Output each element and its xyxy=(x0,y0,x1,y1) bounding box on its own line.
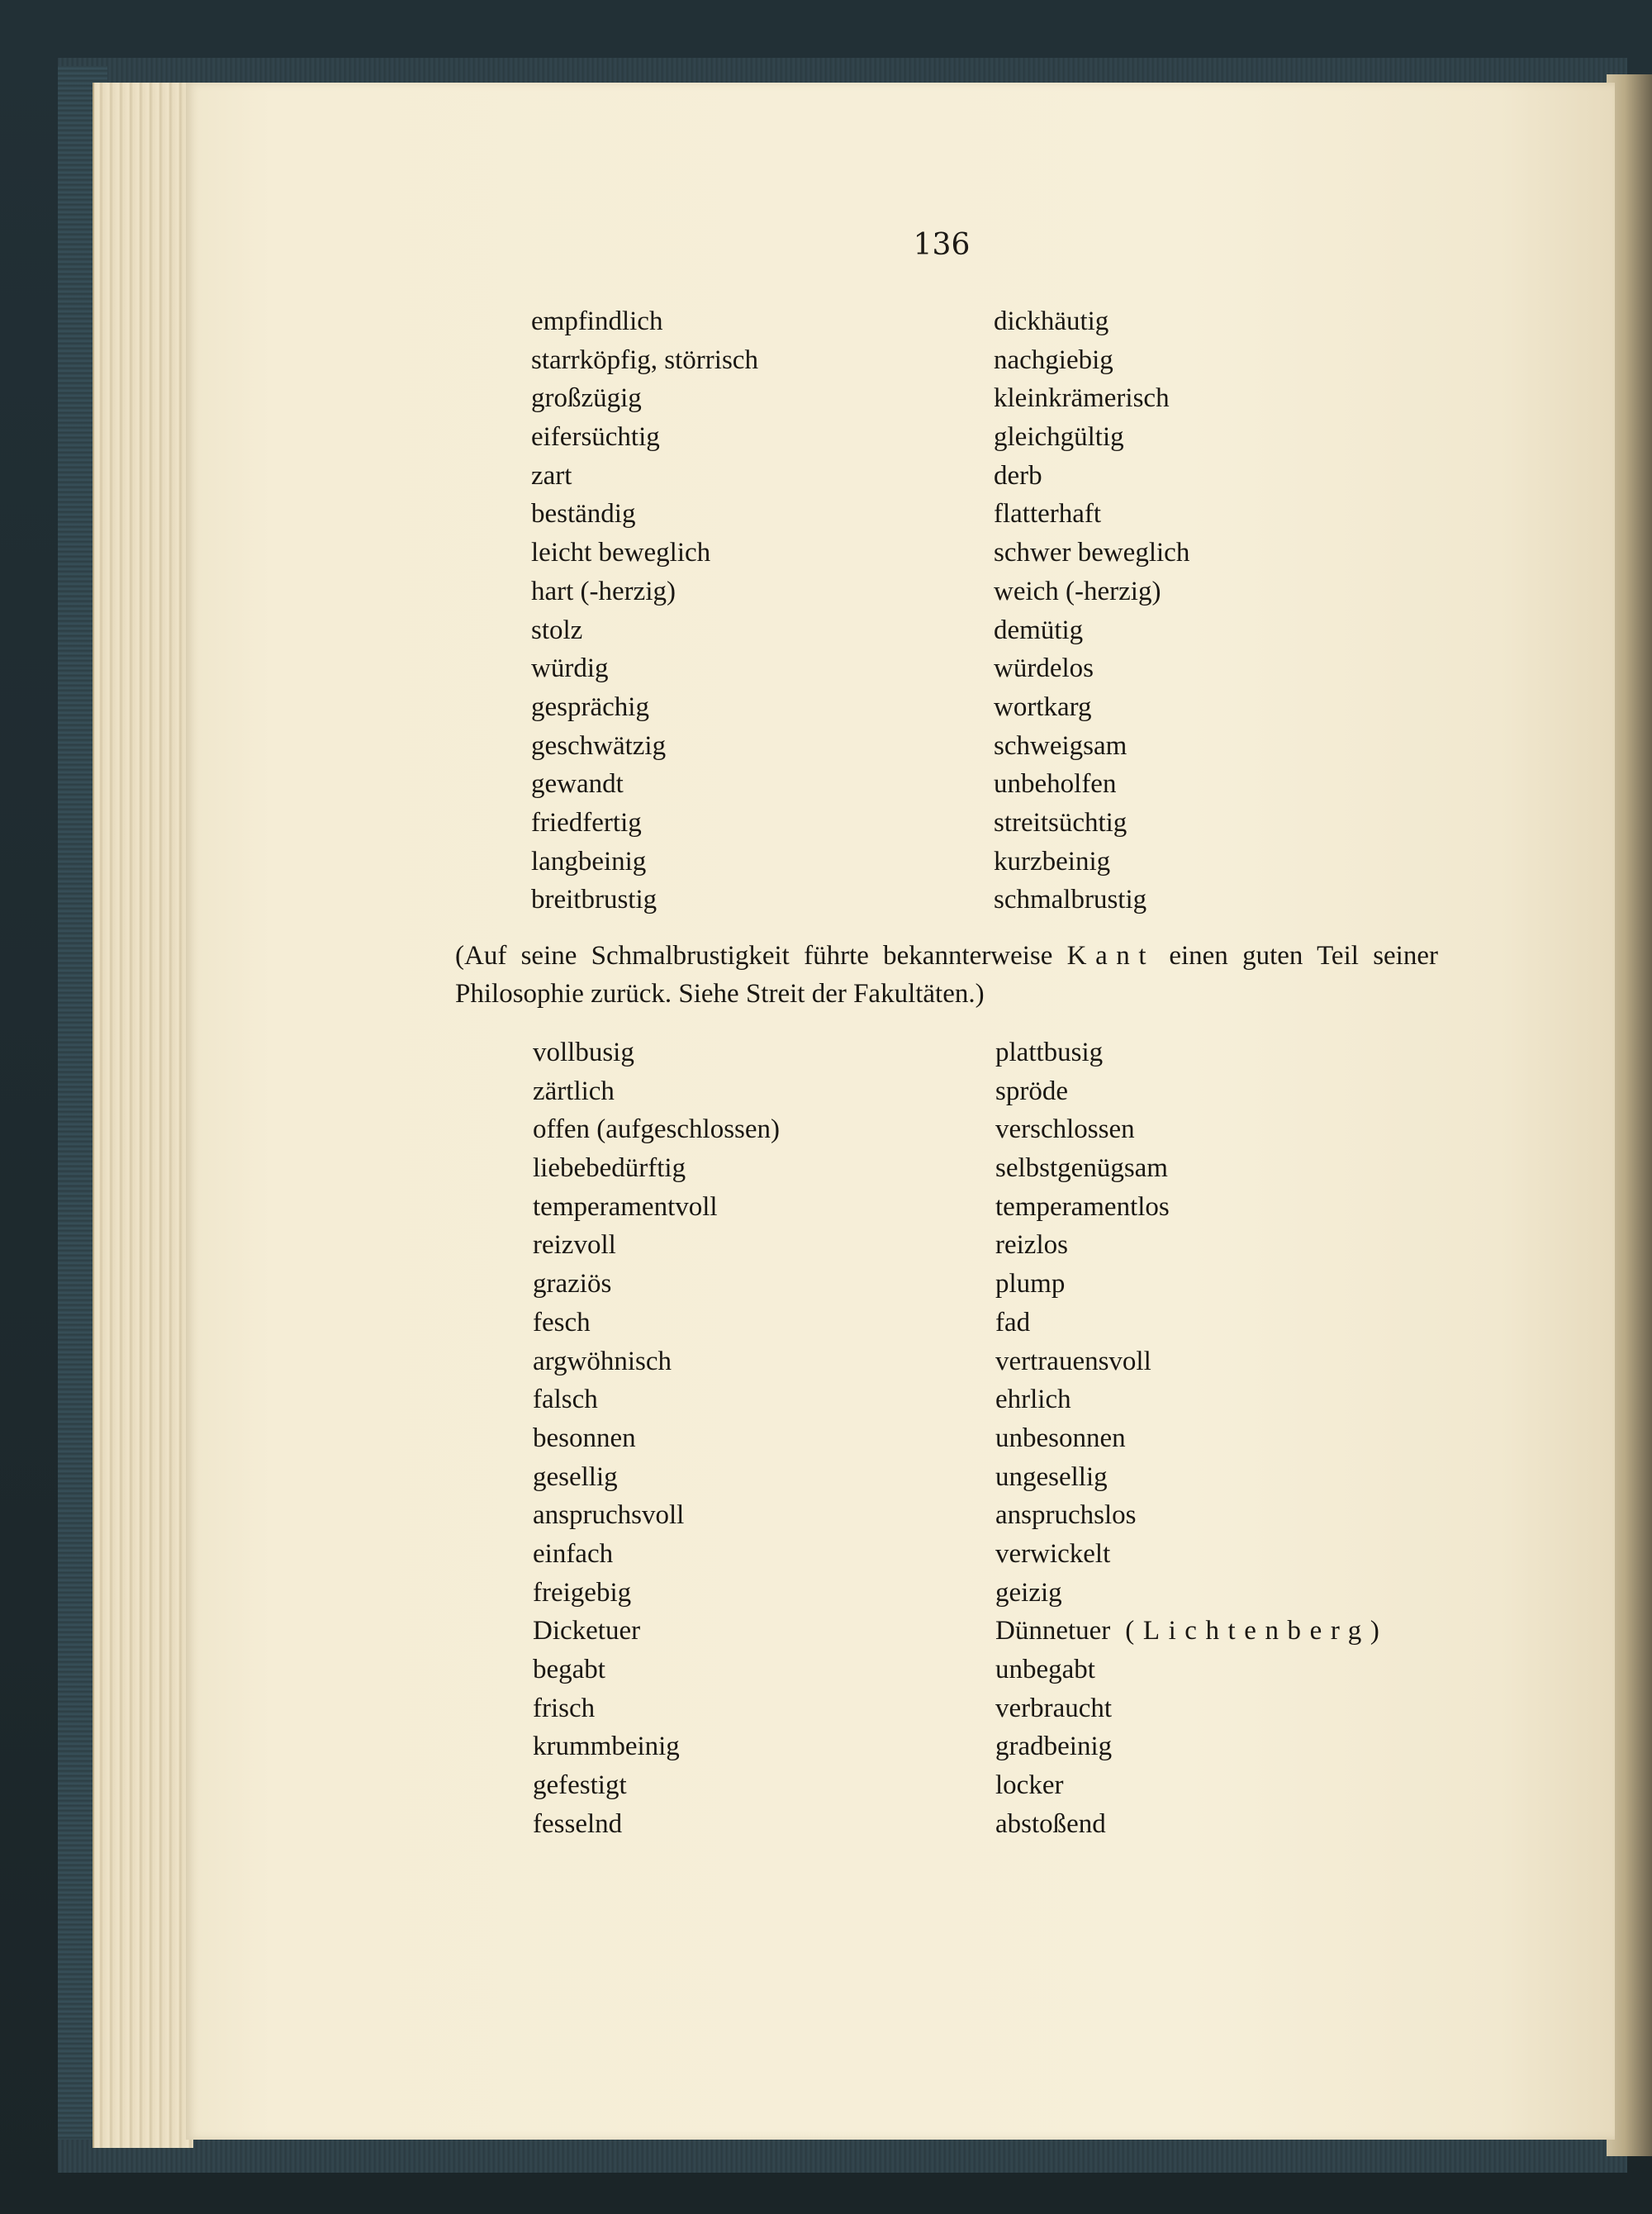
section1-right-word: kleinkrämerisch xyxy=(994,383,1170,414)
section1-right-item xyxy=(994,727,1189,766)
section1-left-item xyxy=(531,727,758,766)
section2-left-word: offen (aufgeschlossen) xyxy=(533,1114,781,1145)
section1-right-word: demütig xyxy=(994,615,1084,645)
section1-right-word: weich (-herzig) xyxy=(994,576,1161,606)
section2-right-word: anspruchslos xyxy=(995,1500,1137,1531)
section2-right-item xyxy=(995,1304,1388,1342)
section1-left-item xyxy=(531,843,758,881)
section2-left-item xyxy=(533,1342,780,1381)
section1-left-word: gesprächig xyxy=(531,691,649,722)
section2-right-item xyxy=(995,1149,1388,1188)
section1-right-item xyxy=(994,379,1189,418)
section2-right-item xyxy=(995,1072,1388,1111)
section2-left-word: falsch xyxy=(533,1385,598,1415)
section2-right-word: ehrlich xyxy=(995,1385,1071,1415)
section2-right-item xyxy=(995,1419,1388,1458)
book-page xyxy=(186,83,1615,2140)
section1-right-word: wortkarg xyxy=(994,691,1092,722)
section2-right-item xyxy=(995,1458,1388,1497)
section1-right-item xyxy=(994,495,1189,534)
section2-left-word: zärtlich xyxy=(533,1076,615,1106)
section2-left-word: freigebig xyxy=(533,1577,632,1608)
section2-left-item xyxy=(533,1072,780,1111)
section2-right-word: unbegabt xyxy=(995,1655,1095,1684)
page-number: 136 xyxy=(913,228,971,262)
section1-right-word: schweigsam xyxy=(994,730,1127,761)
section2-right-word: reizlos xyxy=(995,1230,1068,1261)
section2-left-item xyxy=(533,1766,780,1805)
section2-left-word: vollbusig xyxy=(533,1038,634,1067)
section2-right-item xyxy=(995,1535,1388,1574)
section2-left-word: frisch xyxy=(533,1693,596,1723)
section1-left-item xyxy=(531,573,758,611)
section1-left-item xyxy=(531,341,758,380)
section2-left-item xyxy=(533,1612,780,1651)
section2-left-item xyxy=(533,1110,780,1149)
note-name-kant: Kant xyxy=(1066,941,1156,971)
section2-right-word: vertrauensvoll xyxy=(995,1346,1151,1376)
section1-right-item xyxy=(994,688,1189,727)
section1-right-word: flatterhaft xyxy=(994,499,1102,530)
section2-right-word: verbraucht xyxy=(995,1693,1113,1723)
page-stack-edges xyxy=(93,83,193,2148)
section2-left-item xyxy=(533,1188,780,1227)
section1-left-word: empfindlich xyxy=(531,306,663,336)
section2-left-word: fesch xyxy=(533,1307,591,1337)
section1-right-item xyxy=(994,418,1189,457)
section2-left-word: argwöhnisch xyxy=(533,1346,672,1376)
section1-left-word: beständig xyxy=(531,499,636,530)
section1-right-word: gleichgültig xyxy=(994,422,1124,453)
section1-right-item xyxy=(994,843,1189,881)
section2-right-item xyxy=(995,1805,1388,1844)
section1-left-word: leicht beweglich xyxy=(531,538,711,568)
section2-left-word: einfach xyxy=(533,1538,614,1569)
section2-right-item xyxy=(995,1342,1388,1381)
section2-right-word: plump xyxy=(995,1269,1066,1299)
section1-left-word: friedfertig xyxy=(531,807,642,838)
section2-right-word: spröde xyxy=(995,1076,1068,1106)
section2-right-item xyxy=(995,1612,1388,1651)
section1-right-word: würdelos xyxy=(994,653,1094,684)
section1-left-word: großzügig xyxy=(531,383,642,414)
section2-left-item xyxy=(533,1304,780,1342)
section2-right-item xyxy=(995,1188,1388,1227)
section1-right-item xyxy=(994,611,1189,650)
section1-left-word: geschwätzig xyxy=(531,730,667,761)
section1-right-item xyxy=(994,573,1189,611)
section2-left-word: temperamentvoll xyxy=(533,1191,718,1222)
section2-right-word: ungesellig xyxy=(995,1461,1108,1492)
book-cover-bottom-edge xyxy=(58,2140,1627,2173)
section2-left-item xyxy=(533,1033,780,1072)
note-text-before: (Auf seine Schmalbrustigkeit führte bekannterweise xyxy=(455,941,1067,971)
section2-left-word: besonnen xyxy=(533,1423,636,1453)
section2-right-item xyxy=(995,1033,1388,1072)
section2-right-item xyxy=(995,1689,1388,1728)
section1-right-word: dickhäutig xyxy=(994,306,1109,336)
section1-left-item xyxy=(531,534,758,573)
section2-left-item xyxy=(533,1265,780,1304)
section2-left-item xyxy=(533,1651,780,1689)
section2-right-word: fad xyxy=(995,1307,1031,1337)
section1-left-item xyxy=(531,765,758,804)
section2-left-item xyxy=(533,1805,780,1844)
section1-left-word: stolz xyxy=(531,615,583,645)
section2-left-item xyxy=(533,1496,780,1535)
section2-left-item xyxy=(533,1574,780,1613)
section1-right-word: nachgiebig xyxy=(994,344,1113,375)
section2-left-word: gefestigt xyxy=(533,1770,627,1801)
section2-right-word: unbesonnen xyxy=(995,1423,1126,1453)
section2-right-word: temperamentlos xyxy=(995,1191,1170,1222)
word-list-section2-left xyxy=(533,1033,780,1843)
section2-right-word: gradbeinig xyxy=(995,1732,1113,1762)
section2-right-item xyxy=(995,1226,1388,1265)
section2-right-item xyxy=(995,1574,1388,1613)
section2-left-word: anspruchsvoll xyxy=(533,1500,685,1531)
section2-left-word: graziös xyxy=(533,1269,612,1299)
note-text-after: einen guten Teil seiner Philosophie zurück. Siehe Streit der Fakultäten.) xyxy=(455,941,1438,1009)
section1-right-item xyxy=(994,804,1189,843)
section1-right-word: derb xyxy=(994,460,1042,491)
section2-left-word: krummbeinig xyxy=(533,1732,680,1762)
section2-right-word: locker xyxy=(995,1770,1064,1801)
section1-left-item xyxy=(531,804,758,843)
section1-left-item xyxy=(531,881,758,919)
section2-left-item xyxy=(533,1380,780,1419)
section2-right-word: abstoßend xyxy=(995,1808,1106,1839)
section1-right-item xyxy=(994,765,1189,804)
attribution-lichtenberg: (Lichtenberg) xyxy=(1125,1616,1389,1646)
section1-right-item xyxy=(994,302,1189,341)
section1-left-word: breitbrustig xyxy=(531,885,657,915)
section1-left-item xyxy=(531,302,758,341)
section1-left-item xyxy=(531,379,758,418)
section2-left-word: Dicketuer xyxy=(533,1616,641,1646)
section1-left-word: starrköpfig, störrisch xyxy=(531,344,758,375)
section2-left-word: gesellig xyxy=(533,1461,618,1492)
section1-left-word: langbeinig xyxy=(531,846,647,877)
section1-right-item xyxy=(994,881,1189,919)
section1-left-word: hart (-herzig) xyxy=(531,576,676,606)
word-list-section1-right xyxy=(994,302,1189,919)
section2-left-word: liebebedürftig xyxy=(533,1153,686,1184)
section1-right-item xyxy=(994,649,1189,688)
section2-right-item xyxy=(995,1651,1388,1689)
section2-right-word: verwickelt xyxy=(995,1538,1111,1569)
section1-right-word: schmalbrustig xyxy=(994,885,1147,915)
section1-left-item xyxy=(531,418,758,457)
section1-right-item xyxy=(994,341,1189,380)
section1-left-item xyxy=(531,495,758,534)
section2-left-word: begabt xyxy=(533,1655,605,1684)
section1-left-item xyxy=(531,611,758,650)
footnote-paragraph xyxy=(455,937,1438,1013)
section1-right-word: schwer beweglich xyxy=(994,538,1190,568)
word-list-section1-left xyxy=(531,302,758,919)
section2-left-word: reizvoll xyxy=(533,1230,616,1261)
section2-left-item xyxy=(533,1727,780,1766)
section2-right-word: verschlossen xyxy=(995,1114,1135,1145)
section1-right-item xyxy=(994,534,1189,573)
section1-left-item xyxy=(531,649,758,688)
section2-right-item xyxy=(995,1496,1388,1535)
section1-left-word: gewandt xyxy=(531,769,624,800)
section2-left-item xyxy=(533,1458,780,1497)
section2-right-item xyxy=(995,1727,1388,1766)
section2-left-item xyxy=(533,1689,780,1728)
section2-right-item xyxy=(995,1265,1388,1304)
word-list-section2-right xyxy=(995,1033,1388,1843)
section2-left-item xyxy=(533,1535,780,1574)
section2-right-word: selbstgenügsam xyxy=(995,1153,1168,1184)
section2-left-item xyxy=(533,1419,780,1458)
section1-left-item xyxy=(531,688,758,727)
section2-left-item xyxy=(533,1149,780,1188)
section1-right-word: unbeholfen xyxy=(994,769,1117,800)
section2-right-word: Dünnetuer xyxy=(995,1616,1111,1646)
section2-right-word: geizig xyxy=(995,1577,1062,1608)
section1-left-item xyxy=(531,457,758,496)
section1-right-word: kurzbeinig xyxy=(994,846,1111,877)
section1-left-word: eifersüchtig xyxy=(531,422,660,453)
section1-left-word: zart xyxy=(531,460,572,491)
section1-left-word: würdig xyxy=(531,653,609,684)
section2-left-word: fesselnd xyxy=(533,1808,623,1839)
section2-right-item xyxy=(995,1380,1388,1419)
section2-right-word: plattbusig xyxy=(995,1038,1104,1067)
section2-right-item xyxy=(995,1110,1388,1149)
section1-right-word: streitsüchtig xyxy=(994,807,1127,838)
section2-right-item xyxy=(995,1766,1388,1805)
section1-right-item xyxy=(994,457,1189,496)
section2-left-item xyxy=(533,1226,780,1265)
